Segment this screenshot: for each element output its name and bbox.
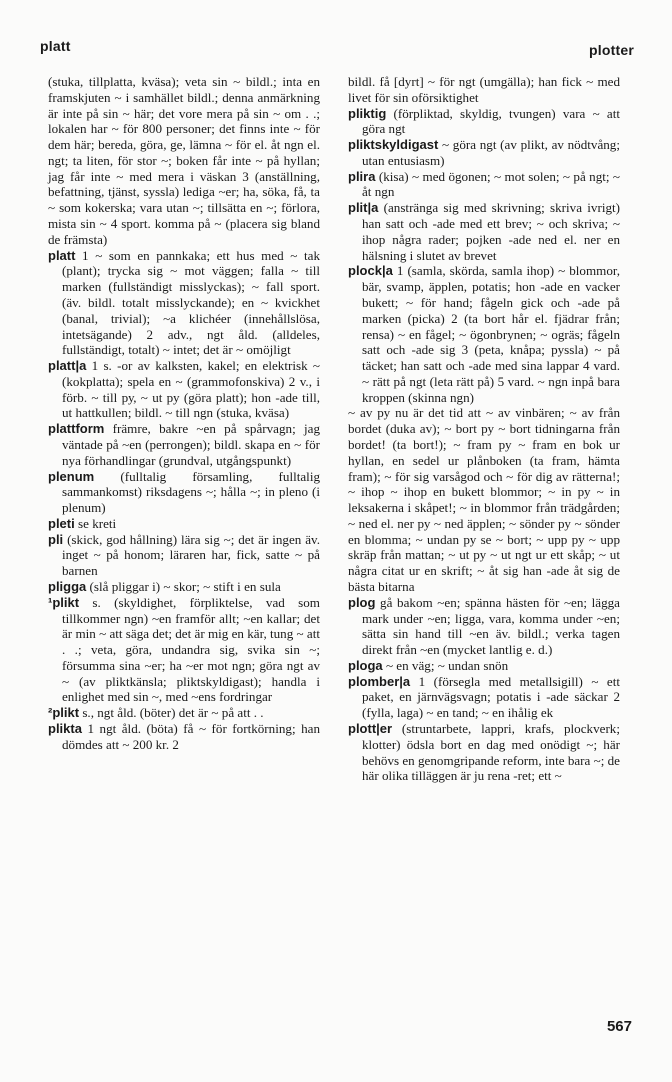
left-column — [48, 74, 320, 753]
headword: plira — [348, 168, 376, 184]
headword: platt|a — [48, 358, 87, 374]
headword: platt — [48, 247, 76, 263]
dictionary-entry: (stuka, tillplatta, kväsa); veta sin ~ bildl.; inta en framskjuten ~ i samhället bildl.; denna anmärkning är inte på sin ~ här; det vore mera på sin ~ om . .; lokalen har ~ för 800 personer; det finns inte ~ för dem här; bereda, göra, ge, lämna ~ för el. åt ngn el. ngt; ta liten, för stor ~; boken får inte ~ på hyllan; jag får inte ~ med mera i väskan 3 (anställning, befattning, tjänst, syssla) lediga ~er; ha, söka, få, ta ~ som kokerska; vara utan ~; tillsätta en ~; förlora, mista sin ~ 4 sport. komma på ~ (placera sig bland de främsta) — [48, 74, 320, 247]
dictionary-entry: pliktig (förpliktad, skyldig, tvungen) vara ~ att göra ngt — [348, 105, 620, 137]
dictionary-entry: plog gå bakom ~en; spänna hästen för ~en; lägga mark under ~en; ligga, vara, komma under ~en; sätta sin hand till ~en äv. bildl.; verka tagen direkt från ~en (mycket lantlig e. d.) — [348, 594, 620, 658]
headword: plomber|a — [348, 673, 411, 689]
headword: pli — [48, 531, 64, 547]
headword: plattform — [48, 421, 105, 437]
dictionary-entry: plenum (fulltalig församling, fulltalig sammankomst) riksdagens ~; hålla ~; in pleno (i plenum) — [48, 468, 320, 516]
dictionary-entry: ploga ~ en väg; ~ undan snön — [348, 657, 509, 673]
dictionary-entry: ¹plikt s. (skyldighet, förpliktelse, vad som tillkommer ngn) ~en framför allt; ~en kallar; det är min ~ att säga det; det är mig en kär, tung ~ att . .; veta, göra, undandra sig, svika sin ~; försumma sina ~er; ha ~er mot ngn; göra ngt av ~ (av pliktkänsla; pliktskyldigast); handla i enlighet med sin ~, med ~ens fordringar — [48, 594, 320, 705]
dictionary-entry: ²plikt s., ngt åld. (böter) det är ~ på att . . — [48, 705, 264, 721]
headword: plog — [348, 594, 376, 610]
right-column — [348, 74, 620, 784]
running-head-left: platt — [40, 38, 71, 54]
headword: ¹plikt — [48, 594, 80, 610]
dictionary-entry: bildl. få [dyrt] ~ för ngt (umgälla); han fick ~ med livet för sin oförsiktighet — [348, 74, 620, 105]
dictionary-entry: pleti se kreti — [48, 515, 117, 531]
dictionary-entry: pliktskyldigast ~ göra ngt (av plikt, av nödtvång; utan entusiasm) — [348, 137, 620, 168]
dictionary-entry: platt|a 1 s. -or av kalksten, kakel; en elektrisk ~ (kokplatta); spela en ~ (grammofonskiva) 2 v., i förb. ~ till ру, ~ ut ру (göra platt); hon -ade till, ut hattkullen; bildl. ~ till ngn (stuka, kväsa) — [48, 358, 320, 421]
headword: ploga — [348, 657, 383, 673]
headword: plott|er — [348, 721, 393, 737]
headword: plock|a — [348, 263, 393, 279]
dictionary-entry: pligga (slå pliggar i) ~ skor; ~ stift i en sula — [48, 579, 281, 594]
headword: pliktig — [348, 105, 387, 121]
page-number: 567 — [606, 1018, 632, 1035]
dictionary-entry: plira (kisa) ~ med ögonen; ~ mot solen; ~ på ngt; ~ åt ngn — [348, 168, 620, 200]
dictionary-entry: plikta 1 ngt åld. (böta) få ~ för fortkörning; han dömdes att ~ 200 kr. 2 — [48, 721, 320, 752]
headword: pleti — [48, 515, 75, 531]
dictionary-entry: plott|er (struntarbete, lappri, krafs, plockverk; klotter) ödsla bort en dag med onödigt ~; här behövs en genomgripande reform, inte bara ~; de här olika tilläggen är ju rena -ret; ett ~ — [348, 721, 620, 784]
headword: plikta — [48, 721, 82, 737]
dictionary-entry-phrases: ~ av ру nu är det tid att ~ av vinbären; ~ av från bordet (duka av); ~ bort ру ~ bort tidningarna från bordet! (ta bort!); ~ fram ру ~ fram en bok ur hyllan, en sedel ur plånboken (ta fram, hämta fram); ~ för sig varsågod och ~ för dig av rätterna!; ~ ihop ~ ihop en bukett blommor; ~ in ру ~ in leksakerna i skåpet!; ~ in blommor från trädgården; ~ ned el. ner ру ~ ned äpplen; ~ sönder ру ~ sönder en blomma; ~ undan ру se ~ bort; ~ upp ру ~ upp skräp från mattan; ~ ut ру ~ ut ngt ur ett skåp; ~ ut några citat ur en skrift; ~ åt sig han -ade åt sig de bästa bitarna — [348, 405, 620, 594]
headword: pliktskyldigast — [348, 137, 439, 153]
dictionary-entry: platt 1 ~ som en pannkaka; ett hus med ~ tak (plant); trycka sig ~ mot väggen; falla ~ till marken (fullständigt misslyckas); ~ fall sport. (äv. bildl. totalt misslyckande); en ~ kvickhet (banal, trivial); ~a klichéer (innehållslösa, intetsägande) 2 adv., ngt åld. (alldeles, fullständigt, totalt) ~ intet; det är ~ omöjligt — [48, 247, 320, 358]
dictionary-entry: plattform främre, bakre ~en på spårvagn; jag väntade på ~en (perrongen); bildl. skapa en ~ för nya förhandlingar (grundval, utgångspunkt) — [48, 421, 320, 468]
dictionary-entry: plock|a 1 (samla, skörda, samla ihop) ~ blommor, bär, svamp, äpplen, potatis; hon -ade en vacker bukett; ~ för hand; fågeln gick och -ade på marken (picka) 2 (ta bort hår el. fjädrar från; rensa) ~ en fågel; ~ ögonbrynen; ~ ogräs; fågeln satt och -ade sig 3 (peta, knåpa; pyssla) ~ på täcket; han satt och -ade med sina lappar 4 vard. ~ rätt på ngt (leta rätt på) 5 vard. ~ ngn inpå bara kroppen (skinna ngn) — [348, 263, 620, 405]
dictionary-entry: plomber|a 1 (försegla med metallsigill) ~ ett paket, en järnvägsvagn; potatis i -ade säckar 2 (fylla, laga) ~ en tand; ~ en ihålig ek — [348, 673, 620, 721]
dictionary-entry: plit|a (anstränga sig med skrivning; skriva ivrigt) han satt och -ade med ett brev; ~ och skriva; ~ ihop några rader; pojken -ade ned el. ner en hälsning i slutet av brevet — [348, 200, 620, 263]
headword: plit|a — [348, 200, 379, 216]
headword: plenum — [48, 468, 95, 484]
running-head-right: plotter — [589, 42, 634, 58]
dictionary-entry: pli (skick, god hållning) lära sig ~; det är ingen äv. inget ~ på honom; läraren har, fick, satte ~ på barnen — [48, 531, 320, 579]
headword: ²plikt — [48, 705, 80, 721]
headword: pligga — [48, 579, 87, 594]
